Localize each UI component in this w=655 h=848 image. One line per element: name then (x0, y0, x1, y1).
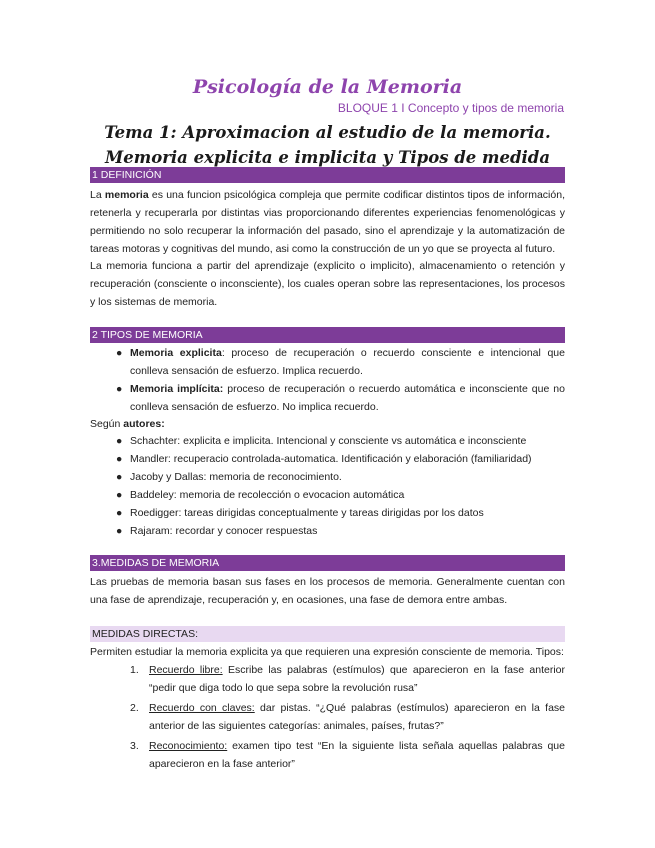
author-text: Mandler: recuperacio controlada-automatica. Identificación y elaboración (familiaridad) (130, 453, 532, 465)
text-run: dar pistas. “¿Qué palabras (estímulos) aparecieron en la fase anterior de las siguientes categorías: animales, países, frutas?” (149, 702, 565, 732)
funcionamiento-paragraph: La memoria funciona a partir del aprendizaje (explicito o implicito), almacenamiento o retención y recuperación (consciente o inconsciente), los cuales operan sobre las representaciones, los procesos y los sistemas de memoria. (90, 260, 565, 308)
text-run: examen tipo test “En la siguiente lista señala aquellas palabras que aparecieron en la fase anterior” (149, 740, 565, 770)
text-run: proceso de recuperación o recuerdo consciente e intencional que conlleva sensación de esfuerzo. Implica recuerdo. (130, 347, 565, 377)
bullet-icon: ● (116, 489, 123, 501)
list-item (90, 661, 565, 697)
bullet-icon: ● (116, 435, 123, 447)
list-item (90, 737, 565, 773)
list-item (90, 344, 565, 380)
text-run: es una funcion psicológica compleja que permite codificar distintos tipos de información, retenerla y recuperarla por distintas vias proporcionando diferentes experiencias fenomenológicas y permitiendo no solo recuperar la información del pasado, sino el aprendizaje y la automatización de tareas motoras y cognitivas del mundo, asi como la construcción de un yo que se proyecta al futuro. (90, 189, 565, 255)
list-item (90, 432, 565, 450)
list-number: 1. (130, 664, 139, 676)
section-heading-medidas: 3.MEDIDAS DE MEMORIA (90, 555, 565, 571)
segun-autores-line (90, 415, 565, 433)
memory-types-list (90, 344, 565, 416)
list-item (90, 380, 565, 416)
text-run: La (90, 189, 105, 201)
author-text: Baddeley: memoria de recolección o evocacion automática (130, 489, 405, 501)
bullet-icon: ● (116, 383, 123, 395)
text-run: : (221, 347, 225, 359)
bold-term: Memoria implícita: (130, 383, 224, 395)
bold-term: memoria (104, 189, 149, 201)
list-item (90, 450, 565, 468)
definicion-paragraph (90, 186, 565, 258)
bullet-icon: ● (116, 347, 123, 359)
list-number: 3. (130, 740, 139, 752)
authors-list (90, 432, 565, 540)
author-text: Jacoby y Dallas: memoria de reconocimiento. (130, 471, 342, 483)
author-text: Schachter: explicita e implicita. Intencional y consciente vs automática e inconsciente (130, 435, 527, 447)
bullet-icon: ● (116, 525, 123, 537)
bullet-icon: ● (116, 471, 123, 483)
author-text: Roedigger: tareas dirigidas conceptualmente y tareas dirigidas por los datos (130, 507, 484, 519)
text-run: Según (90, 418, 124, 430)
medidas-directas-paragraph: Permiten estudiar la memoria explicita ya que requieren una expresión consciente de memoria. Tipos: (90, 646, 564, 658)
bloque-subtitle: BLOQUE 1 I Concepto y tipos de memoria (337, 101, 564, 115)
medidas-paragraph: Las pruebas de memoria basan sus fases en los procesos de memoria. Generalmente cuentan con una fase de aprendizaje, recuperación y, en ocasiones, una fase de demora entre ambas. (90, 576, 565, 606)
bold-term: autores: (123, 418, 165, 430)
section-heading-tipos: 2 TIPOS DE MEMORIA (90, 327, 565, 343)
document-title: Psicología de la Memoria (192, 76, 463, 98)
bold-term: Memoria explicita (130, 347, 222, 359)
underlined-term: Recuerdo con claves: (149, 702, 255, 714)
list-item (90, 504, 565, 522)
tema-heading (90, 120, 565, 170)
section-heading-medidas-directas: MEDIDAS DIRECTAS: (90, 626, 565, 642)
list-item (90, 468, 565, 486)
bullet-icon: ● (116, 453, 123, 465)
list-item (90, 699, 565, 735)
section-heading-definicion: 1 DEFINICIÓN (90, 167, 565, 183)
list-item (90, 522, 565, 540)
author-text: Rajaram: recordar y conocer respuestas (130, 525, 318, 537)
bullet-icon: ● (116, 507, 123, 519)
list-item (90, 486, 565, 504)
direct-measures-list (90, 661, 565, 775)
text-run: Escribe las palabras (estímulos) que aparecieron en la fase anterior “pedir que diga todo lo que sepa sobre la revolución rusa” (149, 664, 565, 694)
text-run: proceso de recuperación o recuerdo automática e inconsciente que no conlleva sensación de esfuerzo. No implica recuerdo. (130, 383, 565, 413)
underlined-term: Reconocimiento: (149, 740, 228, 752)
tema-line-1: Tema 1: Aproximacion al estudio de la memoria. (104, 123, 551, 142)
list-number: 2. (130, 702, 139, 714)
underlined-term: Recuerdo libre: (149, 664, 223, 676)
tema-line-2: Memoria explicita e implicita y Tipos de medida (104, 148, 551, 167)
